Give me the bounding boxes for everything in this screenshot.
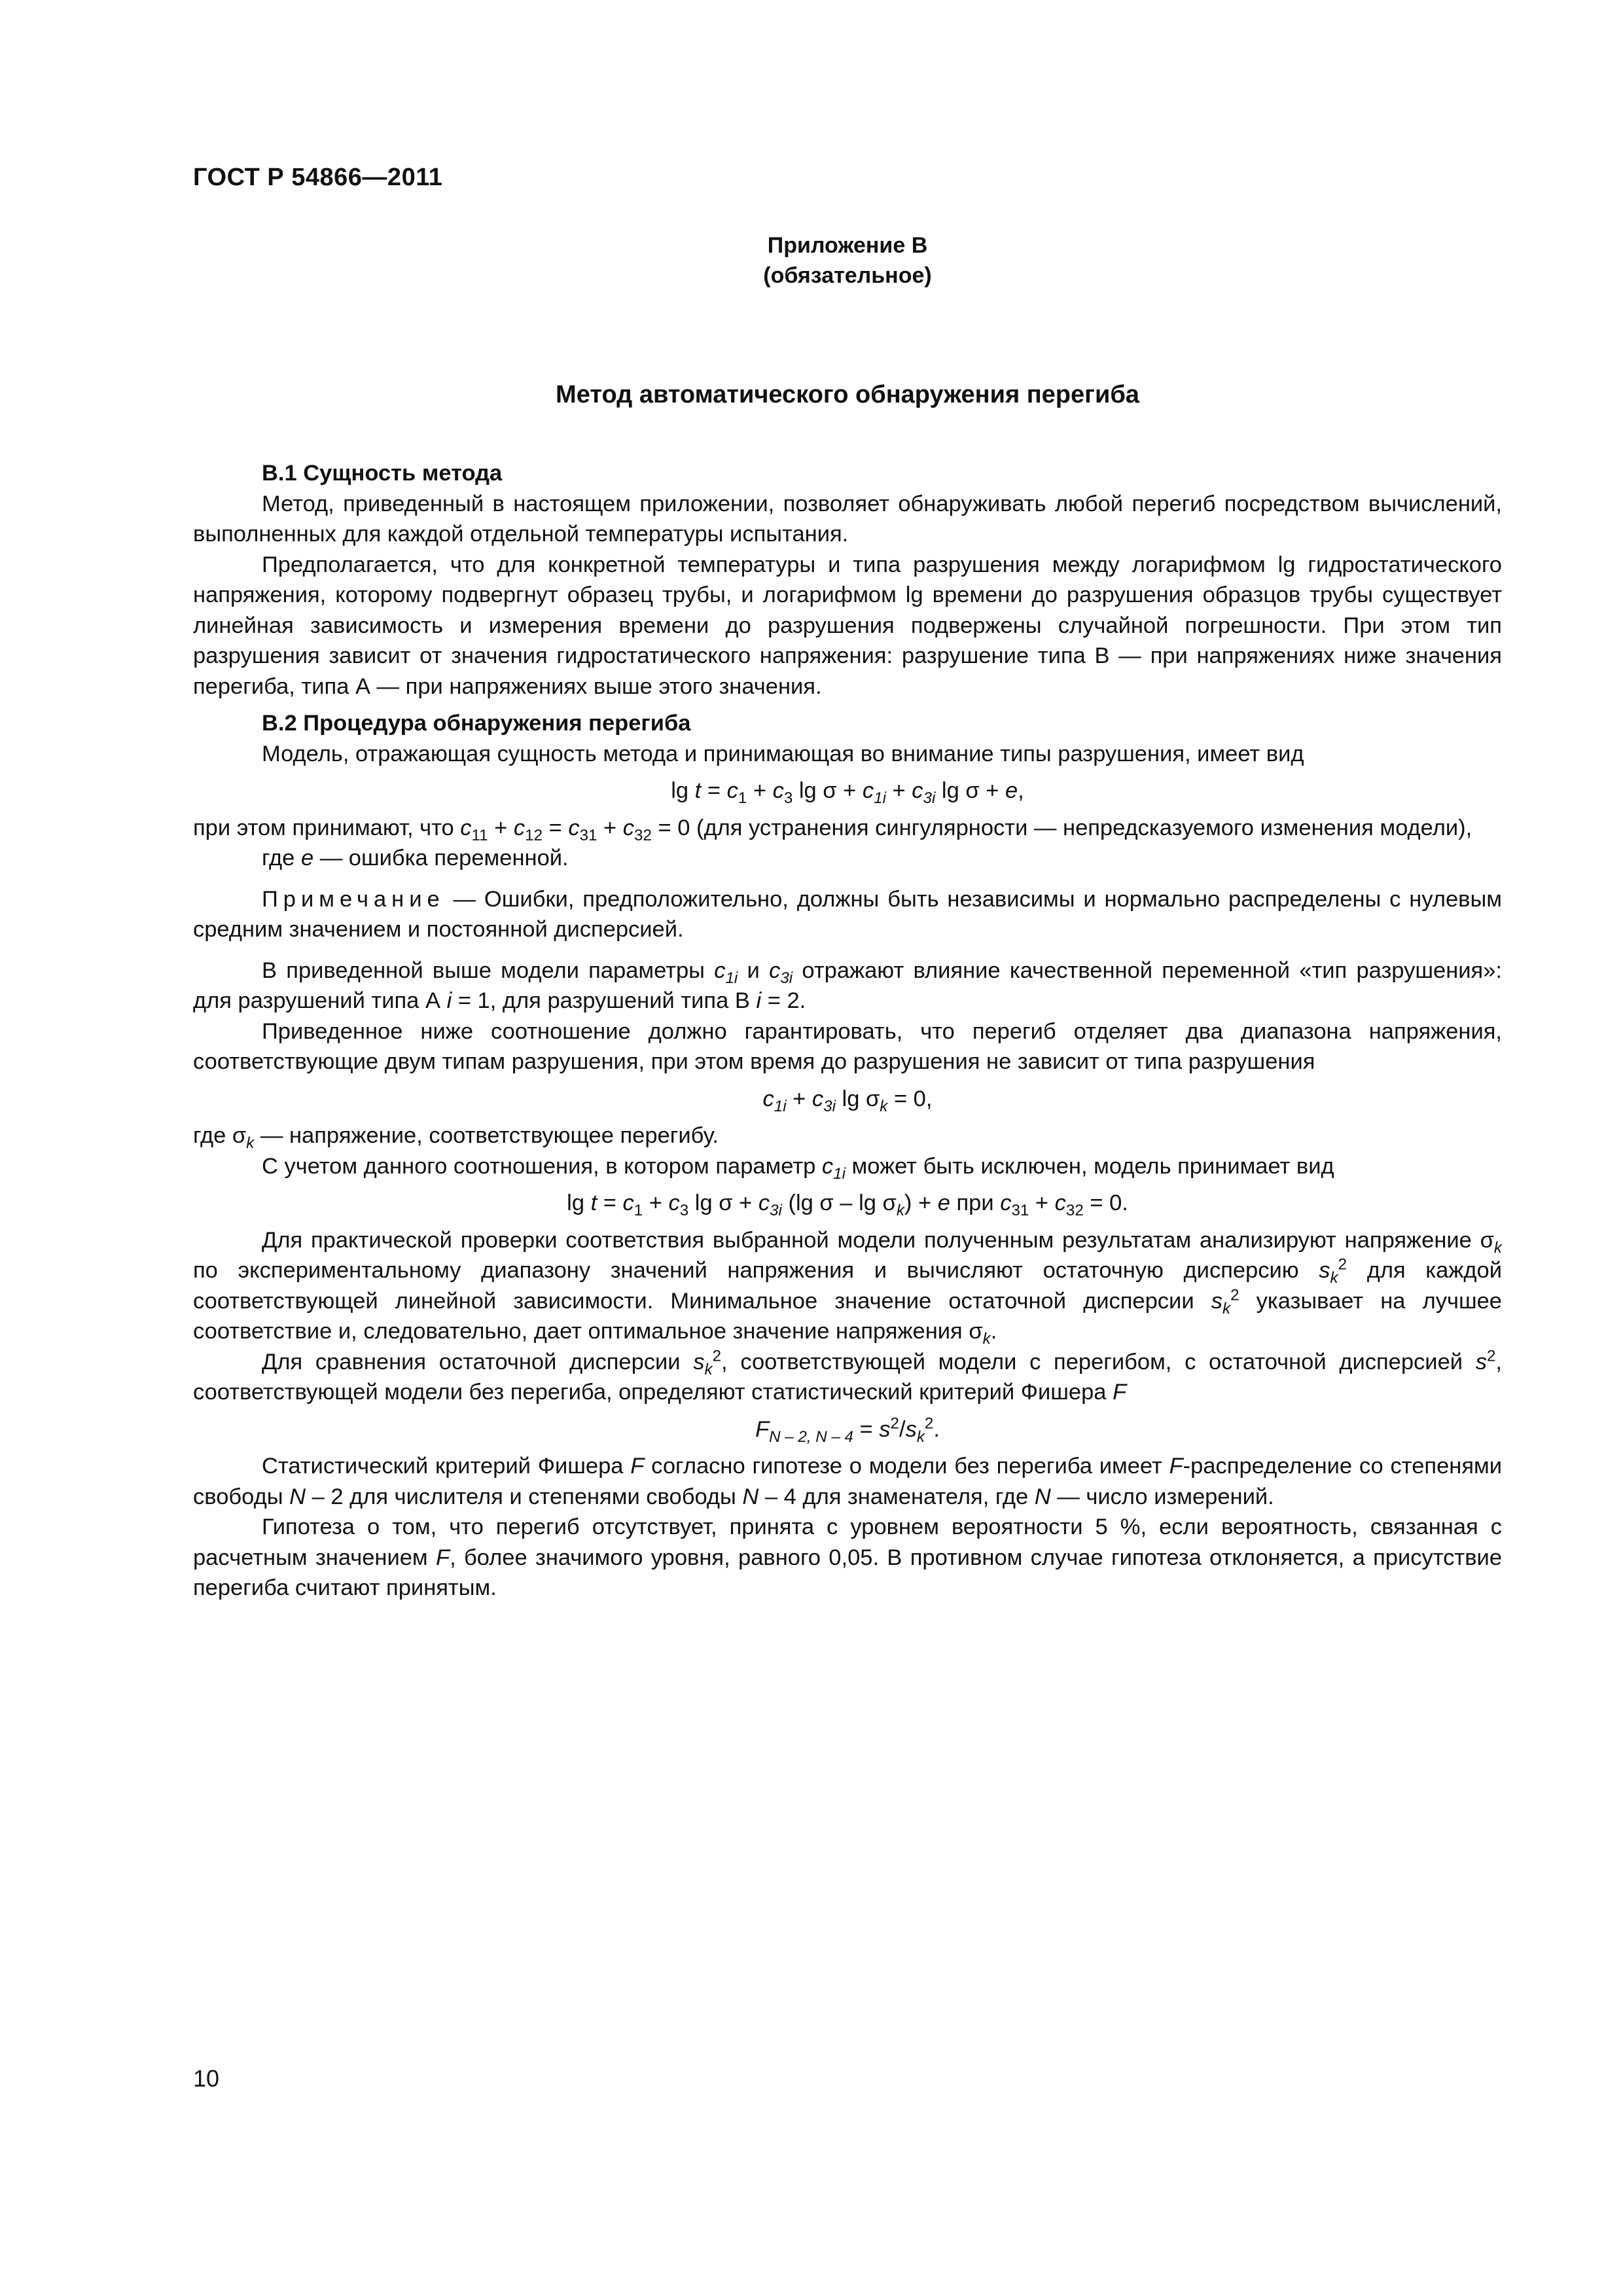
paragraph-model-intro: Модель, отражающая сущность метода и принимающая во внимание типы разрушения, имеет вид (262, 741, 1304, 766)
appendix-label: Приложение В (767, 233, 928, 258)
paragraph-hypothesis: Гипотеза о том, что перегиб отсутствует, принята с уровнем вероятности 5 %, если вероятность, связанная с расчетным значением F, более значимого уровня, равного 0,05. В противном случае гипотеза отклоняется, а присутствие перегиба считают принятым. (193, 1515, 1503, 1600)
section-heading-b1: В.1 Сущность метода (262, 461, 503, 486)
formula-model: $\lg t = c_1 + c_3$ $\lg \sigma + c_{1i} + c_{3i}$ lg σ + e, (671, 778, 1024, 807)
document-code: ГОСТ Р 54866—2011 (193, 164, 443, 191)
paragraph-assumption: Предполагается, что для конкретной температуры и типа разрушения между логарифмом lg гидростатического напряжения, которому подвергнут образец трубы, и логарифмом lg времени до разрушения образцов трубы существует линейная зависимость и измерения времени до разрушения подвержены случайной погрешности. При этом тип разрушения зависит от значения гидростатического напряжения: разрушение типа В — при напряжениях ниже значения перегиба, типа А — при напряжениях выше этого значения. (193, 552, 1502, 699)
appendix-title: Метод автоматического обнаружения перегиба (556, 381, 1139, 408)
formula-reduced-model: $\lg t = c_1 + c_3$ $\lg \sigma + c_{3i}$ (lg $\sigma - \lg \sigma_k) + e$ при $c_{31} + c_{32} = 0$. (567, 1191, 1128, 1219)
section-heading-b2: В.2 Процедура обнаружения перегиба (262, 711, 691, 736)
formula-relation: $c_{1i} + c_{3i}$ $\lg \sigma_k = 0$, (762, 1086, 933, 1115)
paragraph-residual-variance: Для практической проверки соответствия выбранной модели полученным результатам анализируют напряжение $\sigma_k$ по экспериментальному диапазону значений напряжения и вычисляют остаточную дисперсию $s_k^2$ для каждой соответствующей линейной зависимости. Минимальное значение остаточной дисперсии $s_k^2$ указывает на лучшее соответствие и, следовательно, дает оптимальное значение напряжения $\sigma_k$. (193, 1227, 1502, 1348)
note-label: Примечание (262, 886, 445, 912)
document-body (193, 458, 1502, 1604)
paragraph-fisher-distribution: Статистический критерий Фишера F согласно гипотезе о модели без перегиба имеет F-распределение со степенями свободы N – 2 для числителя и степенями свободы N – 4 для знаменателя, где N — число измерений. (193, 1454, 1502, 1509)
formula-fisher: $F_{N - 2, N - 4} = s^2/s_k^2$. (755, 1414, 940, 1446)
paragraph-sigma-k-definition: где $\sigma_k$ — напряжение, соответствующее перегибу. (193, 1123, 719, 1152)
appendix-status: (обязательное) (763, 263, 932, 288)
paragraph-constraint: при этом принимают, что $c_{11} + c_{12} = c_{31} + c_{32} = 0$ (для устранения сингулярности — непредсказуемого изменения модели), (193, 815, 1472, 844)
paragraph-fisher-intro: Для сравнения остаточной дисперсии $s_k^2$, соответствующей модели с перегибом, с остаточной дисперсией $s^2$, соответствующей модели без перегиба, определяют статистический критерий Фишера F (193, 1347, 1503, 1405)
page-number: 10 (193, 2065, 220, 2092)
paragraph-error-definition: где e — ошибка переменной. (262, 846, 569, 870)
paragraph-model-reduced-intro: С учетом данного соотношения, в котором параметр $c_{1i}$ может быть исключен, модель принимает вид (262, 1153, 1334, 1183)
paragraph-parameters: В приведенной выше модели параметры $c_{1i}$ и $c_{3i}$ отражают влияние качественной переменной «тип разрушения»: для разрушений типа А i = 1, для разрушений типа В i = 2. (193, 958, 1502, 1013)
note: Примечание — Ошибки, предположительно, должны быть независимы и нормально распределены с нулевым средним значением и постоянной дисперсией. (193, 886, 1502, 942)
paragraph-method-description: Метод, приведенный в настоящем приложении, позволяет обнаруживать любой перегиб посредством вычислений, выполненных для каждой отдельной температуры испытания. (193, 491, 1502, 547)
paragraph-relation-intro: Приведенное ниже соотношение должно гарантировать, что перегиб отделяет два диапазона напряжения, соответствующие двум типам разрушения, при этом время до разрушения не зависит от типа разрушения (193, 1018, 1502, 1074)
